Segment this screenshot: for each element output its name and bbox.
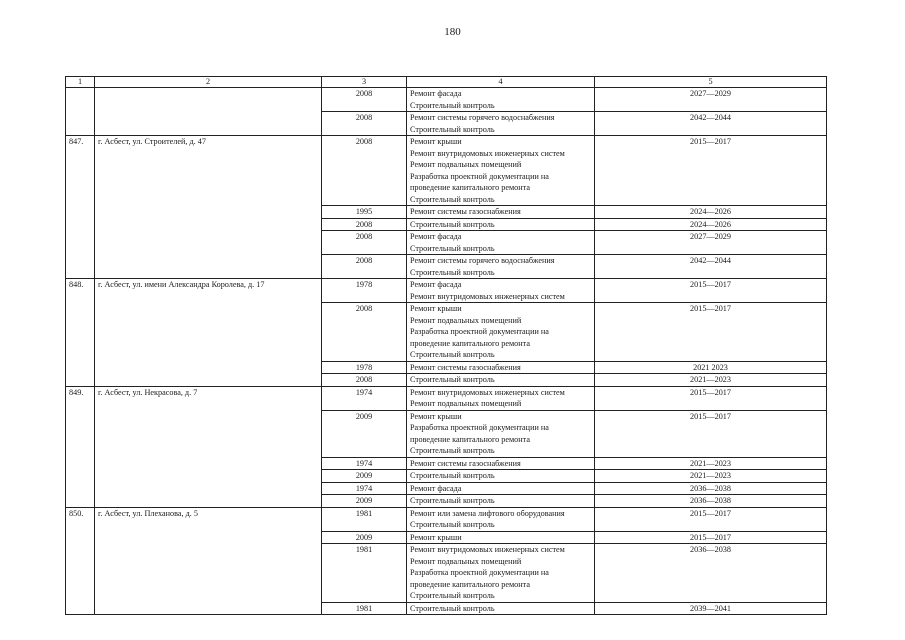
works-cell [407,495,595,508]
work-item: Строительный контроль [410,267,495,277]
work-item: Разработка проектной документации на [410,423,549,432]
work-item: Строительный контроль [410,471,495,480]
work-item: Ремонт фасада [410,483,462,493]
table-row [66,507,827,531]
work-item: Ремонт фасада [410,232,462,241]
work-item: Строительный контроль [410,243,495,253]
table-row [66,279,827,303]
works-cell [407,255,595,279]
work-item: Ремонт внутридомовых инженерных систем [410,291,565,301]
period-cell: 2015—2017 [595,279,827,303]
work-item: Ремонт системы газоснабжения [410,362,521,372]
year-cell: 2008 [322,255,407,279]
works-cell [407,303,595,362]
period-cell: 2036—2038 [595,495,827,508]
year-cell: 1981 [322,507,407,531]
table-row [66,386,827,410]
period-cell: 2039—2041 [595,602,827,615]
period-cell: 2036—2038 [595,544,827,603]
work-item: Ремонт системы газоснабжения [410,207,521,216]
work-item: Ремонт подвальных помещений [410,556,522,566]
period-cell: 2015—2017 [595,507,827,531]
works-cell [407,136,595,206]
building-address: г. Асбест, ул. Строителей, д. 47 [95,136,322,279]
work-item: Разработка проектной документации на [410,568,549,577]
work-item: Ремонт крыши [410,137,462,146]
year-cell: 2009 [322,495,407,508]
period-cell: 2015—2017 [595,136,827,206]
work-item: Строительный контроль [410,219,495,229]
item-number [66,88,95,136]
building-address [95,88,322,136]
period-cell: 2021 2023 [595,361,827,374]
works-cell [407,231,595,255]
works-cell [407,206,595,219]
work-item: Ремонт системы горячего водоснабжения [410,256,555,265]
work-item: Ремонт фасада [410,89,462,98]
work-item: Ремонт системы газоснабжения [410,458,521,468]
item-number: 848. [66,279,95,387]
works-cell [407,279,595,303]
period-cell: 2027—2029 [595,88,827,112]
building-address: г. Асбест, ул. Некрасова, д. 7 [95,386,322,507]
work-item: Ремонт крыши [410,532,462,542]
year-cell: 1974 [322,482,407,495]
work-item: Строительный контроль [410,520,495,529]
item-number: 850. [66,507,95,615]
work-item: Строительный контроль [410,194,495,204]
work-item: проведение капитального ремонта [410,434,530,444]
work-item: Строительный контроль [410,124,495,134]
repair-schedule-table [65,76,827,615]
year-cell: 1974 [322,457,407,470]
works-cell [407,410,595,457]
period-cell: 2036—2038 [595,482,827,495]
work-item: Ремонт крыши [410,411,462,421]
works-cell [407,88,595,112]
period-cell: 2042—2044 [595,255,827,279]
year-cell: 1981 [322,544,407,603]
period-cell: 2015—2017 [595,410,827,457]
table-row [66,136,827,206]
year-cell: 1978 [322,279,407,303]
year-cell: 1995 [322,206,407,219]
item-number: 847. [66,136,95,279]
period-cell: 2015—2017 [595,531,827,544]
year-cell: 2008 [322,374,407,387]
works-cell [407,531,595,544]
building-address: г. Асбест, ул. Плеханова, д. 5 [95,507,322,615]
work-item: Ремонт крыши [410,304,462,313]
header-col-5: 5 [595,77,827,88]
works-cell [407,112,595,136]
work-item: Строительный контроль [410,591,495,600]
building-address: г. Асбест, ул. имени Александра Королева, д. 17 [95,279,322,387]
year-cell: 2008 [322,136,407,206]
year-cell: 2009 [322,470,407,483]
work-item: Строительный контроль [410,375,495,384]
work-item: Ремонт внутридомовых инженерных систем [410,148,565,158]
period-cell: 2015—2017 [595,386,827,410]
year-cell: 2008 [322,218,407,231]
table-body [66,88,827,615]
work-item: Строительный контроль [410,603,495,613]
work-item: Ремонт подвальных помещений [410,399,522,408]
period-cell: 2027—2029 [595,231,827,255]
works-cell [407,470,595,483]
period-cell: 2042—2044 [595,112,827,136]
works-cell [407,218,595,231]
work-item: Ремонт подвальных помещений [410,160,522,169]
year-cell: 2008 [322,231,407,255]
work-item: проведение капитального ремонта [410,579,530,589]
year-cell: 2009 [322,531,407,544]
year-cell: 2009 [322,410,407,457]
page-number: 180 [444,26,461,38]
year-cell: 1974 [322,386,407,410]
work-item: Разработка проектной документации на [410,171,549,181]
period-cell: 2024—2026 [595,206,827,219]
works-cell [407,386,595,410]
work-item: проведение капитального ремонта [410,183,530,192]
work-item: проведение капитального ремонта [410,338,530,348]
work-item: Ремонт или замена лифтового оборудования [410,508,565,518]
year-cell: 1981 [322,602,407,615]
work-item: Ремонт фасада [410,280,462,289]
work-item: Строительный контроль [410,496,495,505]
work-item: Строительный контроль [410,446,495,455]
header-row [66,77,827,88]
work-item: Ремонт внутридомовых инженерных систем [410,387,565,397]
work-item: Ремонт подвальных помещений [410,315,522,325]
works-cell [407,602,595,615]
year-cell: 2008 [322,112,407,136]
work-item: Строительный контроль [410,350,495,359]
work-item: Ремонт системы горячего водоснабжения [410,113,555,122]
period-cell: 2015—2017 [595,303,827,362]
work-item: Строительный контроль [410,100,495,110]
works-cell [407,457,595,470]
period-cell: 2024—2026 [595,218,827,231]
works-cell [407,544,595,603]
header-col-1: 1 [66,77,95,88]
header-col-3: 3 [322,77,407,88]
header-col-4: 4 [407,77,595,88]
year-cell: 1978 [322,361,407,374]
period-cell: 2021—2023 [595,470,827,483]
works-cell [407,361,595,374]
year-cell: 2008 [322,88,407,112]
table-row [66,88,827,112]
period-cell: 2021—2023 [595,374,827,387]
year-cell: 2008 [322,303,407,362]
period-cell: 2021—2023 [595,457,827,470]
work-item: Ремонт внутридомовых инженерных систем [410,545,565,554]
work-item: Разработка проектной документации на [410,327,549,336]
works-cell [407,507,595,531]
header-col-2: 2 [95,77,322,88]
item-number: 849. [66,386,95,507]
works-cell [407,374,595,387]
works-cell [407,482,595,495]
